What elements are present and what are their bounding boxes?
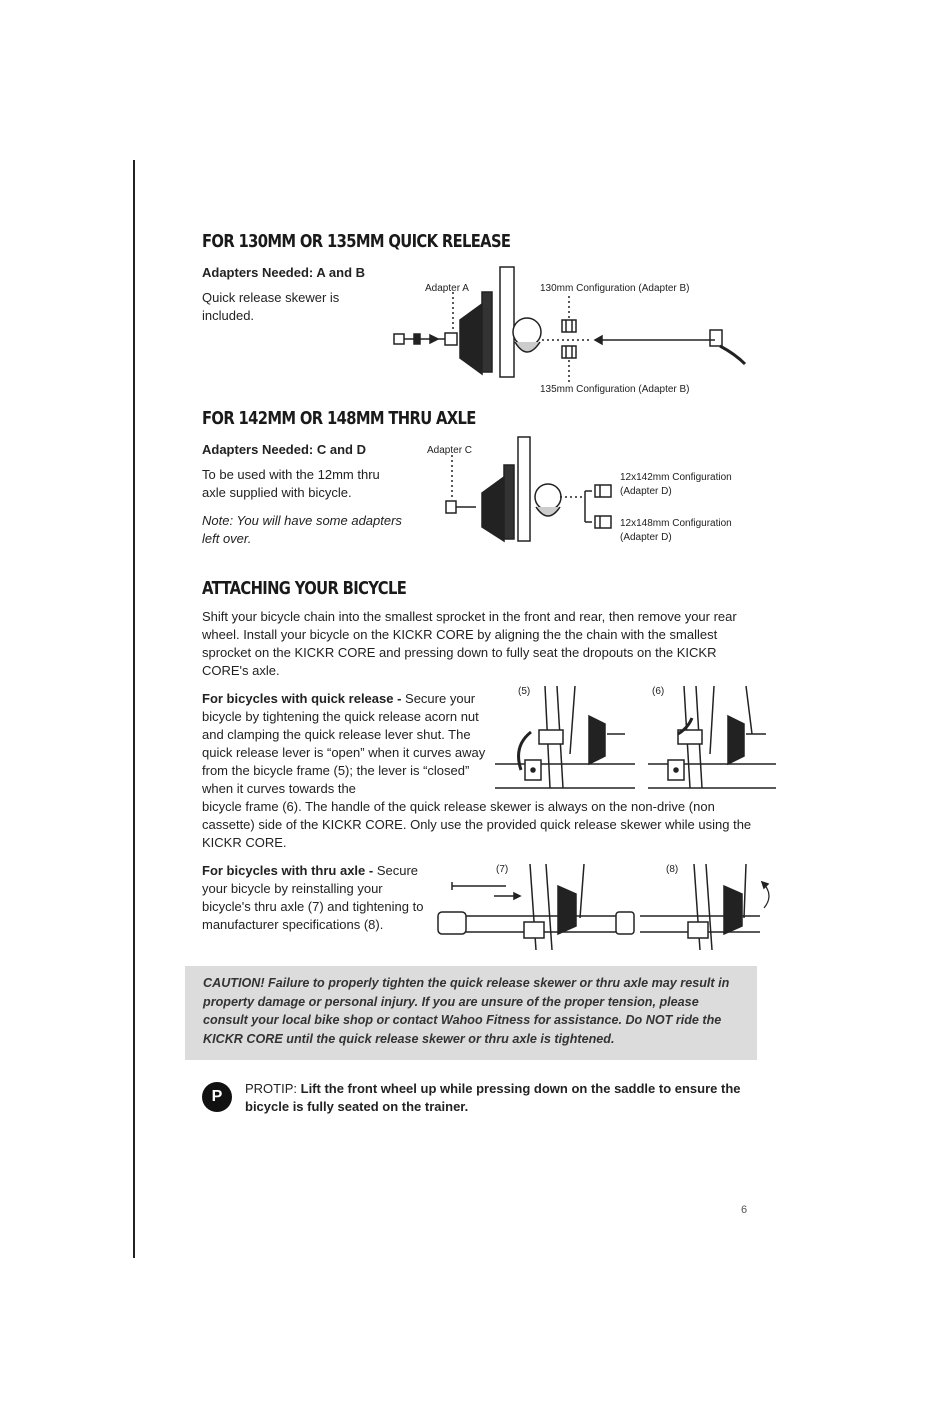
label-config-130: 130mm Configuration (Adapter B) — [540, 283, 690, 294]
label-config-135: 135mm Configuration (Adapter B) — [540, 384, 690, 395]
fig5-open-lever — [495, 684, 635, 792]
label-config-142: 12x142mm Configuration — [620, 472, 732, 483]
protip-text — [245, 1080, 755, 1116]
qr-instructions — [202, 690, 492, 798]
qr-instructions-continued: bicycle frame (6). The handle of the quick release skewer is always on the non-drive (non cassette) side of the KICKR CORE. Only use the provided quick release skewer while using the KICKR CORE. — [202, 799, 752, 850]
thru-axle-diagram — [440, 435, 620, 545]
qr-instructions-label: For bicycles with quick release - — [202, 691, 406, 706]
qr-skewer-note: Quick release skewer is included. — [202, 290, 340, 323]
fig7-thru-axle-insert — [436, 862, 636, 950]
page-number: 6 — [741, 1204, 748, 1216]
thru-instructions-text: Secure your bicycle by reinstalling your bicycle's thru axle (7) and tightening to manufacturer specifications (8). — [202, 863, 424, 932]
label-adapter-a: Adapter A — [425, 283, 469, 294]
leftover-adapters-note: Note: You will have some adapters left over. — [202, 513, 402, 546]
heading-attaching: ATTACHING YOUR BICYCLE — [202, 578, 407, 599]
fig6-closed-lever — [648, 684, 778, 792]
margin-rule — [133, 160, 135, 1258]
caution-text: CAUTION! Failure to properly tighten the quick release skewer or thru axle may result in property damage or personal injury. If you are unsure of the proper tension, please consult your local bike shop or contact Wahoo Fitness for assistance. Do NOT ride the KICKR CORE until the quick release skewer or thru axle is tightened. — [203, 976, 730, 1046]
label-adapter-c: Adapter C — [427, 445, 473, 456]
label-config-148-adapter: (Adapter D) — [620, 532, 672, 543]
qr-adapters-needed: Adapters Needed: A and B — [202, 265, 366, 280]
fig7-label: (7) — [496, 864, 509, 875]
fig8-thru-axle-tighten — [640, 862, 780, 950]
protip-body: Lift the front wheel up while pressing down on the saddle to ensure the bicycle is fully seated on the trainer. — [245, 1081, 741, 1114]
protip-label: PROTIP: — [245, 1081, 301, 1096]
protip-badge: P — [202, 1082, 232, 1112]
qr-instructions-text: Secure your bicycle by tightening the quick release acorn nut and clamping the quick release lever shut. The quick release lever is “open” when it curves away from the bicycle frame (5); the lever is “closed” when it curves towards the — [202, 691, 486, 796]
heading-thru-axle: FOR 142MM OR 148MM THRU AXLE — [202, 408, 476, 429]
quick-release-diagram — [390, 262, 760, 382]
fig5-label: (5) — [518, 686, 531, 697]
label-config-148: 12x148mm Configuration — [620, 518, 732, 529]
heading-quick-release: FOR 130MM OR 135MM QUICK RELEASE — [202, 231, 511, 252]
thru-instructions — [202, 862, 427, 934]
fig6-label: (6) — [652, 686, 665, 697]
thru-axle-note: To be used with the 12mm thru axle supplied with bicycle. — [202, 467, 380, 500]
label-config-142-adapter: (Adapter D) — [620, 486, 672, 497]
thru-adapters-needed: Adapters Needed: C and D — [202, 442, 366, 457]
attach-intro: Shift your bicycle chain into the smallest sprocket in the front and rear, then remove your rear wheel. Install your bicycle on the KICKR CORE by aligning the the chain with the smallest sprocket on the KICKR CORE and pressing down to fully seat the dropouts on the KICKR CORE's axle. — [202, 609, 737, 678]
thru-instructions-label: For bicycles with thru axle - — [202, 863, 377, 878]
fig8-label: (8) — [666, 864, 679, 875]
